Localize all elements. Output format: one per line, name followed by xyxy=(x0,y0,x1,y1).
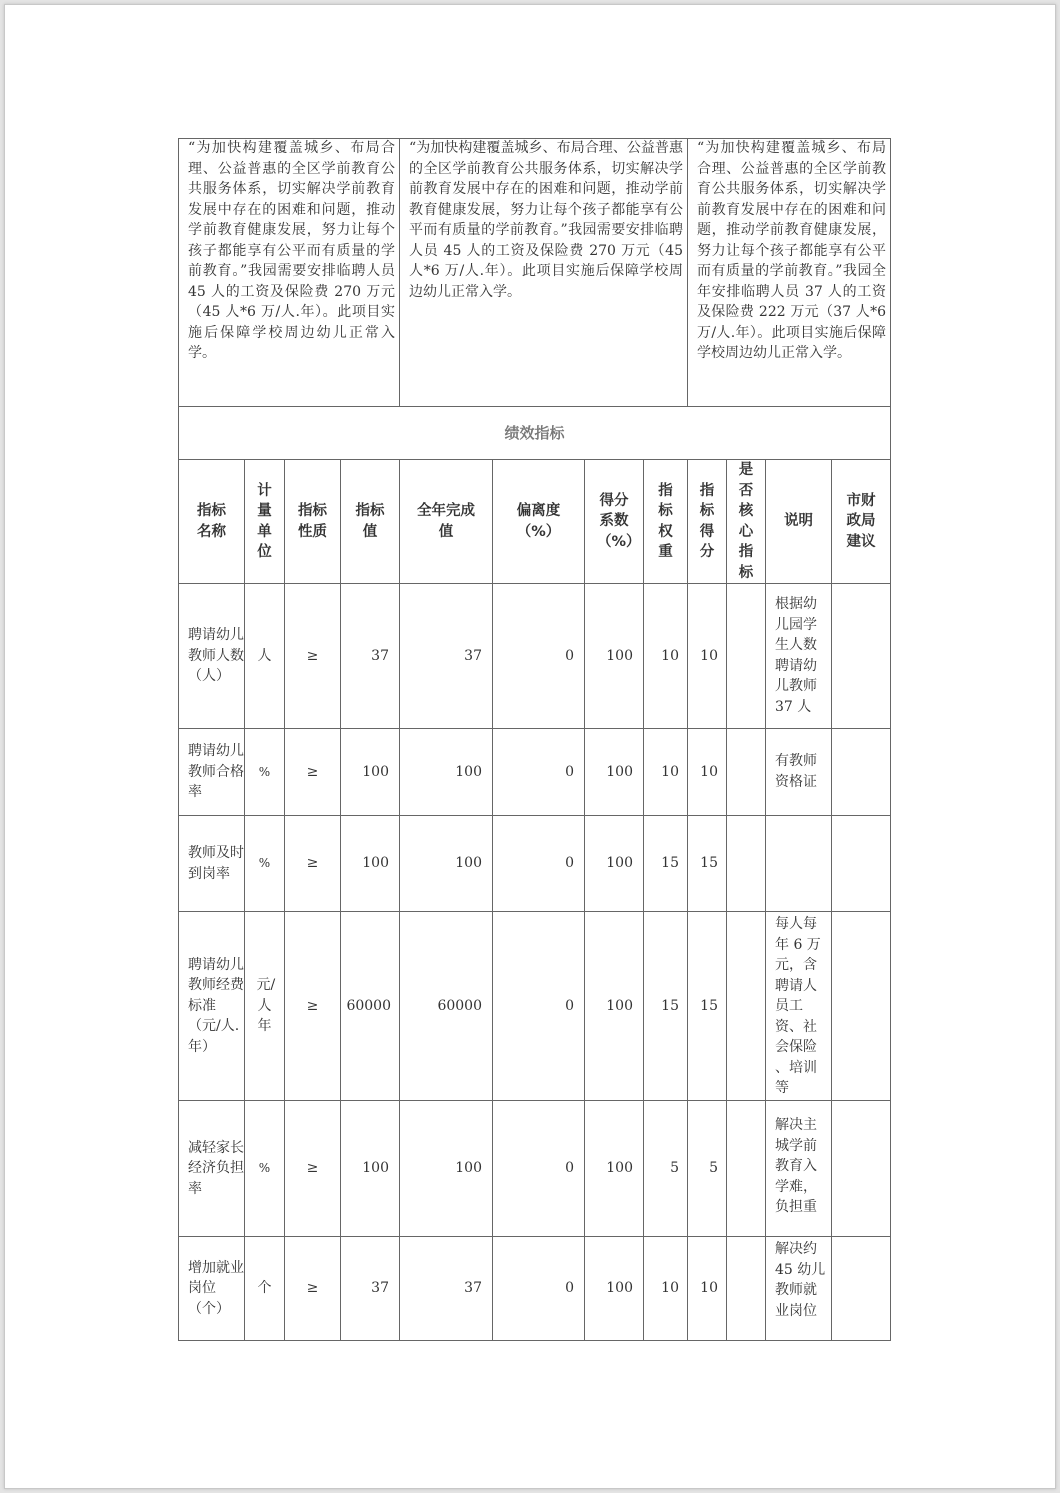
header-score-coef: 得分系数（%） xyxy=(585,460,644,584)
row-2-name: 聘请幼儿教师合格率 xyxy=(178,729,245,816)
intro-text-3: “为加快构建覆盖城乡、布局合理、公益普惠的全区学前教育公共服务体系，切实解决学前教育发展中存在的困难和问题，推动学前教育健康发展，努力让每个孩子都能享有公平而有质量的学前教育。”我园全年安排临聘人员 37 人的工资及保险费 222 万元（37 人*6 万/人.年）。此项目实施后保障学校周边幼儿正常入学。 xyxy=(688,138,891,407)
row-4-score: 15 xyxy=(688,912,727,1101)
row-4-core xyxy=(727,912,766,1101)
row-1-advice xyxy=(832,584,891,729)
header-deviation: 偏离度（%） xyxy=(493,460,585,584)
intro-text-2: “为加快构建覆盖城乡、布局合理、公益普惠的全区学前教育公共服务体系，切实解决学前教育发展中存在的困难和问题，推动学前教育健康发展，努力让每个孩子都能享有公平而有质量的学前教育。”我园需要安排临聘人员 45 人的工资及保险费 270 万元（45 人*6 万/人.年）。此项目实施后保障学校周边幼儿正常入学。 xyxy=(400,138,688,407)
row-4-target: 60000 xyxy=(341,912,400,1101)
row-5-note: 解决主城学前教育入学难，负担重 xyxy=(766,1101,832,1237)
row-1-nature: ≥ xyxy=(285,584,341,729)
header-note: 说明 xyxy=(766,460,832,584)
row-2-actual: 100 xyxy=(400,729,493,816)
row-4-name: 聘请幼儿教师经费标准（元/人.年） xyxy=(178,912,245,1101)
row-6-advice xyxy=(832,1237,891,1341)
intro-text-1: “为加快构建覆盖城乡、布局合理、公益普惠的全区学前教育公共服务体系，切实解决学前教育发展中存在的困难和问题，推动学前教育健康发展，努力让每个孩子都能享有公平而有质量的学前教育。”我园需要安排临聘人员 45 人的工资及保险费 270 万元（45 人*6 万/人.年）。此项目实施后保障学校周边幼儿正常入学。 xyxy=(178,138,400,407)
row-1-name: 聘请幼儿教师人数（人） xyxy=(178,584,245,729)
row-6-actual: 37 xyxy=(400,1237,493,1341)
header-unit: 计量单位 xyxy=(245,460,285,584)
row-3-core xyxy=(727,816,766,912)
row-3-score: 15 xyxy=(688,816,727,912)
row-2-nature: ≥ xyxy=(285,729,341,816)
row-2-note: 有教师资格证 xyxy=(766,729,832,816)
row-4-unit: 元/人年 xyxy=(245,912,285,1101)
header-core: 是否核心指标 xyxy=(727,460,766,584)
header-actual: 全年完成值 xyxy=(400,460,493,584)
row-6-coef: 100 xyxy=(585,1237,644,1341)
row-5-target: 100 xyxy=(341,1101,400,1237)
row-5-weight: 5 xyxy=(644,1101,688,1237)
row-4-advice xyxy=(832,912,891,1101)
row-2-target: 100 xyxy=(341,729,400,816)
row-3-advice xyxy=(832,816,891,912)
performance-table xyxy=(178,138,891,1341)
header-advice: 市财政局建议 xyxy=(832,460,891,584)
row-3-unit: % xyxy=(245,816,285,912)
row-5-unit: % xyxy=(245,1101,285,1237)
row-4-nature: ≥ xyxy=(285,912,341,1101)
row-6-target: 37 xyxy=(341,1237,400,1341)
row-5-nature: ≥ xyxy=(285,1101,341,1237)
row-1-score: 10 xyxy=(688,584,727,729)
row-1-actual: 37 xyxy=(400,584,493,729)
row-4-weight: 15 xyxy=(644,912,688,1101)
row-6-weight: 10 xyxy=(644,1237,688,1341)
row-6-core xyxy=(727,1237,766,1341)
row-5-score: 5 xyxy=(688,1101,727,1237)
row-6-score: 10 xyxy=(688,1237,727,1341)
row-3-note xyxy=(766,816,832,912)
row-3-actual: 100 xyxy=(400,816,493,912)
row-5-name: 减轻家长经济负担率 xyxy=(178,1101,245,1237)
row-5-actual: 100 xyxy=(400,1101,493,1237)
row-2-coef: 100 xyxy=(585,729,644,816)
row-1-core xyxy=(727,584,766,729)
row-4-note: 每人每年 6 万元，含聘请人员工资、社会保险 、培训等 xyxy=(766,912,832,1101)
row-2-score: 10 xyxy=(688,729,727,816)
row-6-deviation: 0 xyxy=(493,1237,585,1341)
row-5-advice xyxy=(832,1101,891,1237)
row-3-name: 教师及时到岗率 xyxy=(178,816,245,912)
section-title: 绩效指标 xyxy=(178,407,891,460)
row-6-unit: 个 xyxy=(245,1237,285,1341)
row-4-deviation: 0 xyxy=(493,912,585,1101)
row-6-name: 增加就业岗位（个） xyxy=(178,1237,245,1341)
row-1-weight: 10 xyxy=(644,584,688,729)
row-2-advice xyxy=(832,729,891,816)
header-score: 指标得分 xyxy=(688,460,727,584)
row-5-coef: 100 xyxy=(585,1101,644,1237)
row-2-weight: 10 xyxy=(644,729,688,816)
row-1-note: 根据幼儿园学生人数聘请幼儿教师 37 人 xyxy=(766,584,832,729)
row-6-note: 解决约 45 幼儿教师就业岗位 xyxy=(766,1237,832,1341)
row-3-weight: 15 xyxy=(644,816,688,912)
header-nature: 指标性质 xyxy=(285,460,341,584)
header-indicator-name: 指标名称 xyxy=(178,460,245,584)
row-3-target: 100 xyxy=(341,816,400,912)
row-3-nature: ≥ xyxy=(285,816,341,912)
row-1-coef: 100 xyxy=(585,584,644,729)
row-3-coef: 100 xyxy=(585,816,644,912)
document-page xyxy=(4,4,1056,1489)
row-5-deviation: 0 xyxy=(493,1101,585,1237)
row-4-actual: 60000 xyxy=(400,912,493,1101)
row-1-deviation: 0 xyxy=(493,584,585,729)
row-5-core xyxy=(727,1101,766,1237)
row-3-deviation: 0 xyxy=(493,816,585,912)
row-1-unit: 人 xyxy=(245,584,285,729)
row-4-coef: 100 xyxy=(585,912,644,1101)
row-2-core xyxy=(727,729,766,816)
row-2-unit: % xyxy=(245,729,285,816)
row-2-deviation: 0 xyxy=(493,729,585,816)
header-weight: 指标权重 xyxy=(644,460,688,584)
row-1-target: 37 xyxy=(341,584,400,729)
header-target: 指标值 xyxy=(341,460,400,584)
row-6-nature: ≥ xyxy=(285,1237,341,1341)
